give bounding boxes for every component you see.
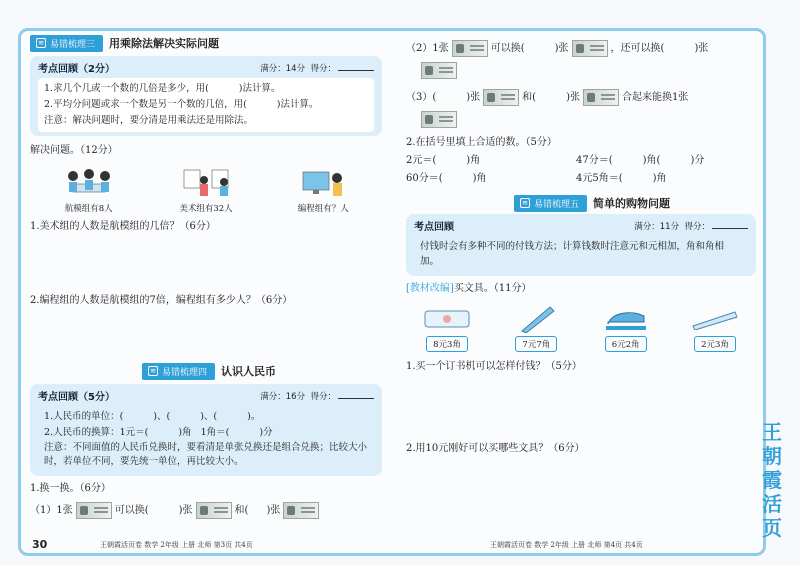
full-score: 满分：16分 (260, 391, 306, 402)
figure-art-group: 美术组有32人 (161, 166, 251, 214)
banknote-icon (421, 62, 457, 79)
banknote-icon (76, 502, 112, 519)
banknote-icon (452, 40, 488, 57)
child-computer-icon (293, 166, 353, 200)
banknote-icon (483, 89, 519, 106)
page-number: 30 (32, 538, 48, 551)
question-1: 1.换一换。（6分） (30, 483, 111, 494)
review-label: 考点回顾 (38, 64, 78, 75)
review-label: 考点回顾 (38, 392, 78, 403)
book-icon: ≋ (520, 198, 530, 208)
review-label: 考点回顾 (414, 222, 454, 233)
answer-space[interactable] (406, 376, 756, 440)
score-blank[interactable] (712, 228, 748, 229)
exchange-1: （1）1张 可以换( )张 和( )张 (30, 502, 382, 520)
banknote-icon (583, 89, 619, 106)
score-label: 得分： (310, 63, 336, 74)
section-title-5 (514, 194, 756, 212)
right-column (406, 40, 756, 458)
ruler-icon (691, 308, 739, 330)
item-stapler (589, 304, 663, 352)
question-prompt: 解决问题。（12分） (30, 145, 118, 156)
banknote-icon (421, 111, 457, 128)
full-score: 满分：11分 (634, 221, 680, 232)
score-blank[interactable] (338, 70, 374, 71)
left-footer: 王朝霞活页卷 数学 2年级 上册 北师 第3页 共4页 (100, 541, 253, 549)
stationery-items (410, 304, 752, 352)
section-title-4 (142, 362, 382, 380)
exchange-3: （3）( )张 和( )张 合起来能换1张 (406, 89, 756, 107)
left-column (30, 34, 382, 520)
item-ruler (678, 304, 752, 352)
exchange-2: （2）1张 可以换( )张 ，还可以换( )张 (406, 40, 756, 58)
brand-logo: 王朝霞活页 (762, 420, 782, 540)
figure-model-group: 航模组有8人 (44, 166, 134, 214)
book-icon: ≋ (36, 38, 46, 48)
question-1: 1.美术组的人数是航模组的几倍？（6分） (30, 221, 216, 232)
item-price: 8元3角 (426, 336, 468, 352)
banknote-icon (196, 502, 232, 519)
review-box-4: 考点回顾（5分） 满分：16分 得分： 1.人民币的单位：( )、( )、( )。 2.人民币的换算：1元＝( )角 1角＝( )分 注意：不同面值的人民币兑换时，要看清是单张兑换还是组合兑换；比较大小时，若单位不同，要先统一单位，再比较大小。 (30, 384, 382, 476)
banknote-icon (572, 40, 608, 57)
item-pencil-case (410, 304, 484, 352)
question-2: 2.在括号里填上合适的数。（5分） (406, 137, 557, 148)
group-figures (30, 166, 382, 214)
children-painting-icon (176, 166, 236, 200)
item-pen (499, 304, 573, 352)
item-price: 7元7角 (515, 336, 557, 352)
review-box-3: 考点回顾（2分） 满分：14分 得分： 1.求几个几或一个数的几倍是多少，用( )法计算。 2.平均分问题或求一个数是另一个数的几倍，用( )法计算。 注意：解决问题时，要分清是用乘法还是用除法。 (30, 56, 382, 136)
book-icon: ≋ (148, 366, 158, 376)
question-2: 2.编程组的人数是航模组的7倍，编程组有多少人？（6分） (30, 295, 293, 306)
review-box-5 (406, 214, 756, 276)
note-text: 注意：解决问题时，要分清是用乘法还是用除法。 (44, 115, 254, 126)
banknote-icon (283, 502, 319, 519)
item-price: 2元3角 (694, 336, 736, 352)
textbook-tag: [教材改编] (406, 283, 454, 294)
pen-icon (512, 305, 560, 333)
section-heading: 简单的购物问题 (593, 197, 671, 210)
score-label: 得分： (310, 391, 336, 402)
pencil-case-icon (423, 307, 471, 331)
item-price: 6元2角 (605, 336, 647, 352)
section-heading: 认识人民币 (221, 365, 277, 378)
task-line: [教材改编]买文具。（11分） (406, 283, 532, 294)
review-text: 付钱时会有多种不同的付钱方法；计算钱数时注意元和元相加，角和角相加。 (414, 236, 748, 272)
fill-row-1: 2元＝( )角 47分＝( )角( )分 (406, 155, 705, 166)
full-score: 满分：14分 (260, 63, 306, 74)
question-3: 1.买一个订书机可以怎样付钱？（5分） (406, 361, 582, 372)
note-text: 注意：不同面值的人民币兑换时，要看清是单张兑换还是组合兑换；比较大小时，若单位不同，要先统一单位，再比较大小。 (44, 442, 368, 467)
figure-coding-group: 编程组有？人 (278, 166, 368, 214)
answer-space[interactable] (30, 310, 382, 362)
section-tag: ≋ 易错梳理五 (514, 195, 587, 212)
fill-row-2: 60分＝( )角 4元5角＝( )角 (406, 173, 667, 184)
section-tag: ≋ 易错梳理三 (30, 35, 103, 52)
score-label: 得分： (684, 221, 710, 232)
right-footer: 王朝霞活页卷 数学 2年级 上册 北师 第4页 共4页 (490, 541, 643, 549)
answer-space[interactable] (30, 236, 382, 292)
section-heading: 用乘除法解决实际问题 (109, 37, 220, 50)
score-blank[interactable] (338, 398, 374, 399)
stapler-icon (602, 306, 650, 332)
children-building-icon (59, 166, 119, 200)
section-tag: ≋ 易错梳理四 (142, 363, 215, 380)
section-title-3 (30, 34, 382, 52)
question-4: 2.用10元刚好可以买哪些文具？（6分） (406, 443, 585, 454)
